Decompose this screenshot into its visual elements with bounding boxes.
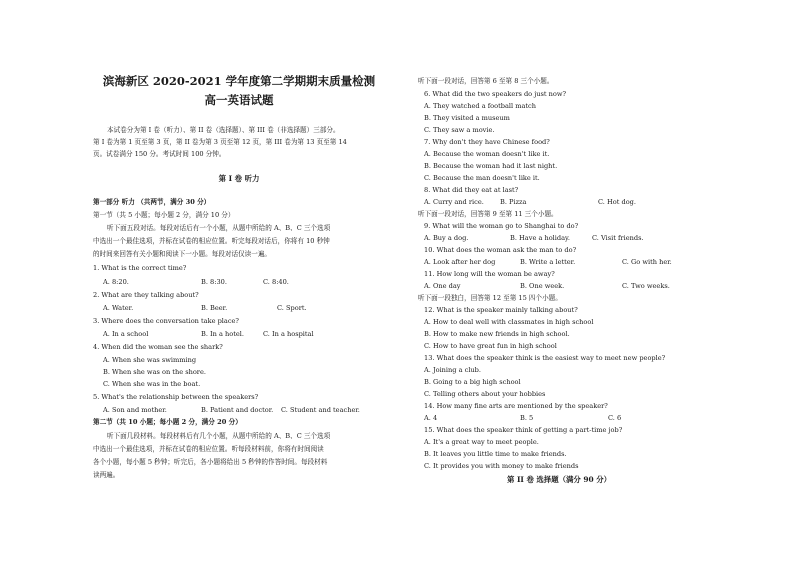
- question-11-option-b: B. One week.: [520, 282, 565, 290]
- question-7-option-a: A. Because the woman doesn't like it.: [424, 150, 550, 158]
- question-13-option-c: C. Telling others about your hobbies: [424, 390, 546, 398]
- question-11: 11. How long will the woman be away?: [424, 270, 555, 278]
- question-10-option-a: A. Look after her dog: [424, 258, 496, 266]
- question-5-option-b: B. Patient and doctor.: [201, 406, 274, 414]
- question-2-option-c: C. Sport.: [277, 304, 307, 312]
- question-5-option-c: C. Student and teacher.: [281, 406, 360, 414]
- question-3-option-b: B. In a hotel.: [201, 330, 244, 338]
- question-4: 4. When did the woman see the shark?: [93, 343, 223, 351]
- section2-heading: 第二节（共 10 小题；每小题 2 分，满分 20 分）: [93, 418, 242, 426]
- question-13-option-b: B. Going to a big high school: [424, 378, 521, 386]
- question-2-option-a: A. Water.: [103, 304, 134, 312]
- question-12: 12. What is the speaker mainly talking about?: [424, 306, 578, 314]
- question-5: 5. What's the relationship between the speakers?: [93, 393, 259, 401]
- section2-instruction-1: 听下面几段材料。每段材料后有几个小题，从题中所给的 A、B、C 三个选项: [107, 432, 331, 440]
- question-4-option-c: C. When she was in the boat.: [103, 380, 201, 388]
- question-2-option-b: B. Beer.: [201, 304, 228, 312]
- question-12-option-a: A. How to deal well with classmates in high school: [424, 318, 594, 326]
- question-3-option-a: A. In a school: [103, 330, 149, 338]
- question-8-option-c: C. Hot dog.: [598, 198, 636, 206]
- question-14-option-b: B. 5: [520, 414, 534, 422]
- question-1-option-b: B. 8:30.: [201, 278, 227, 286]
- directions-9-11: 听下面一段对话，回答第 9 至第 11 三个小题。: [418, 210, 558, 218]
- question-14-option-c: C. 6: [608, 414, 622, 422]
- question-9: 9. What will the woman go to Shanghai to do?: [424, 222, 579, 230]
- section2-instruction-2: 中选出一个最佳选项，并标在试卷的相应位置。听每段材料前，你将有时间阅读: [93, 445, 324, 453]
- question-11-option-c: C. Two weeks.: [622, 282, 670, 290]
- question-6-option-b: B. They visited a museum: [424, 114, 510, 122]
- question-13: 13. What does the speaker think is the easiest way to meet new people?: [424, 354, 666, 362]
- question-13-option-a: A. Joining a club.: [424, 366, 481, 374]
- intro-line3: 页。试卷满分 150 分。考试时间 100 分钟。: [93, 150, 226, 158]
- intro-line1: 本试卷分为第 I 卷（听力）、第 II 卷（选择题）、第 III 卷（非选择题）三部分。: [107, 126, 340, 134]
- volume2-title: 第 II 卷 选择题（满分 90 分）: [507, 475, 611, 484]
- question-4-option-a: A. When she was swimming: [103, 356, 197, 364]
- section1-instruction-1: 听下面五段对话。每段对话后有一个小题，从题中所给的 A、B、C 三个选项: [107, 224, 331, 232]
- question-12-option-c: C. How to have great fun in high school: [424, 342, 557, 350]
- section2-instruction-3: 各个小题，每小题 5 秒钟；听完后，各小题将给出 5 秒钟的作答时间。每段材料: [93, 458, 328, 466]
- directions-6-8: 听下面一段对话，回答第 6 至第 8 三个小题。: [418, 77, 554, 85]
- question-4-option-b: B. When she was on the shore.: [103, 368, 206, 376]
- volume1-title: 第 I 卷 听力: [218, 174, 260, 183]
- question-9-option-c: C. Visit friends.: [592, 234, 644, 242]
- directions-12-15: 听下面一段独白，回答第 12 至第 15 四个小题。: [418, 294, 562, 302]
- question-11-option-a: A. One day: [424, 282, 461, 290]
- question-8-option-b: B. Pizza: [500, 198, 527, 206]
- question-6-option-a: A. They watched a football match: [424, 102, 537, 110]
- question-7: 7. Why don't they have Chinese food?: [424, 138, 550, 146]
- question-1-option-c: C. 8:40.: [263, 278, 289, 286]
- section2-instruction-4: 读两遍。: [93, 471, 120, 479]
- section1-heading: 第一节（共 5 小题；每小题 2 分，满分 10 分）: [93, 211, 235, 219]
- part1-heading: 第一部分 听力 （共两节，满分 30 分）: [93, 198, 211, 206]
- question-1: 1. What is the correct time?: [93, 264, 187, 272]
- question-15-option-b: B. It leaves you little time to make friends.: [424, 450, 567, 458]
- section1-instruction-3: 的时间来回答有关小题和阅读下一小题。每段对话仅读一遍。: [93, 250, 272, 258]
- question-3-option-c: C. In a hospital: [263, 330, 314, 338]
- question-15-option-c: C. It provides you with money to make friends: [424, 462, 579, 470]
- question-8-option-a: A. Curry and rice.: [424, 198, 484, 206]
- exam-title-line2: 高一英语试题: [204, 93, 274, 107]
- question-6-option-c: C. They saw a movie.: [424, 126, 495, 134]
- question-14: 14. How many fine arts are mentioned by the speaker?: [424, 402, 608, 410]
- question-3: 3. Where does the conversation take place?: [93, 317, 239, 325]
- question-6: 6. What did the two speakers do just now?: [424, 90, 567, 98]
- exam-title-line1: 滨海新区 2020-2021 学年度第二学期期末质量检测: [102, 74, 376, 88]
- section1-instruction-2: 中选出一个最佳选项，并标在试卷的相应位置。听完每段对话后，你将有 10 秒钟: [93, 237, 330, 245]
- question-10: 10. What does the woman ask the man to do?: [424, 246, 577, 254]
- question-10-option-c: C. Go with her.: [622, 258, 672, 266]
- question-7-option-c: C. Because the man doesn't like it.: [424, 174, 540, 182]
- question-14-option-a: A. 4: [424, 414, 438, 422]
- question-5-option-a: A. Son and mother.: [103, 406, 167, 414]
- question-15: 15. What does the speaker think of getting a part-time job?: [424, 426, 623, 434]
- question-2: 2. What are they talking about?: [93, 291, 199, 299]
- question-8: 8. What did they eat at last?: [424, 186, 519, 194]
- question-12-option-b: B. How to make new friends in high school.: [424, 330, 570, 338]
- question-1-option-a: A. 8:20.: [103, 278, 129, 286]
- question-15-option-a: A. It's a great way to meet people.: [424, 438, 539, 446]
- question-7-option-b: B. Because the woman had it last night.: [424, 162, 558, 170]
- question-9-option-b: B. Have a holiday.: [510, 234, 570, 242]
- question-9-option-a: A. Buy a dog.: [424, 234, 469, 242]
- intro-line2: 第 I 卷为第 1 页至第 3 页，第 II 卷为第 3 页至第 12 页，第 III 卷为第 13 页至第 14: [93, 138, 347, 146]
- question-10-option-b: B. Write a letter.: [520, 258, 576, 266]
